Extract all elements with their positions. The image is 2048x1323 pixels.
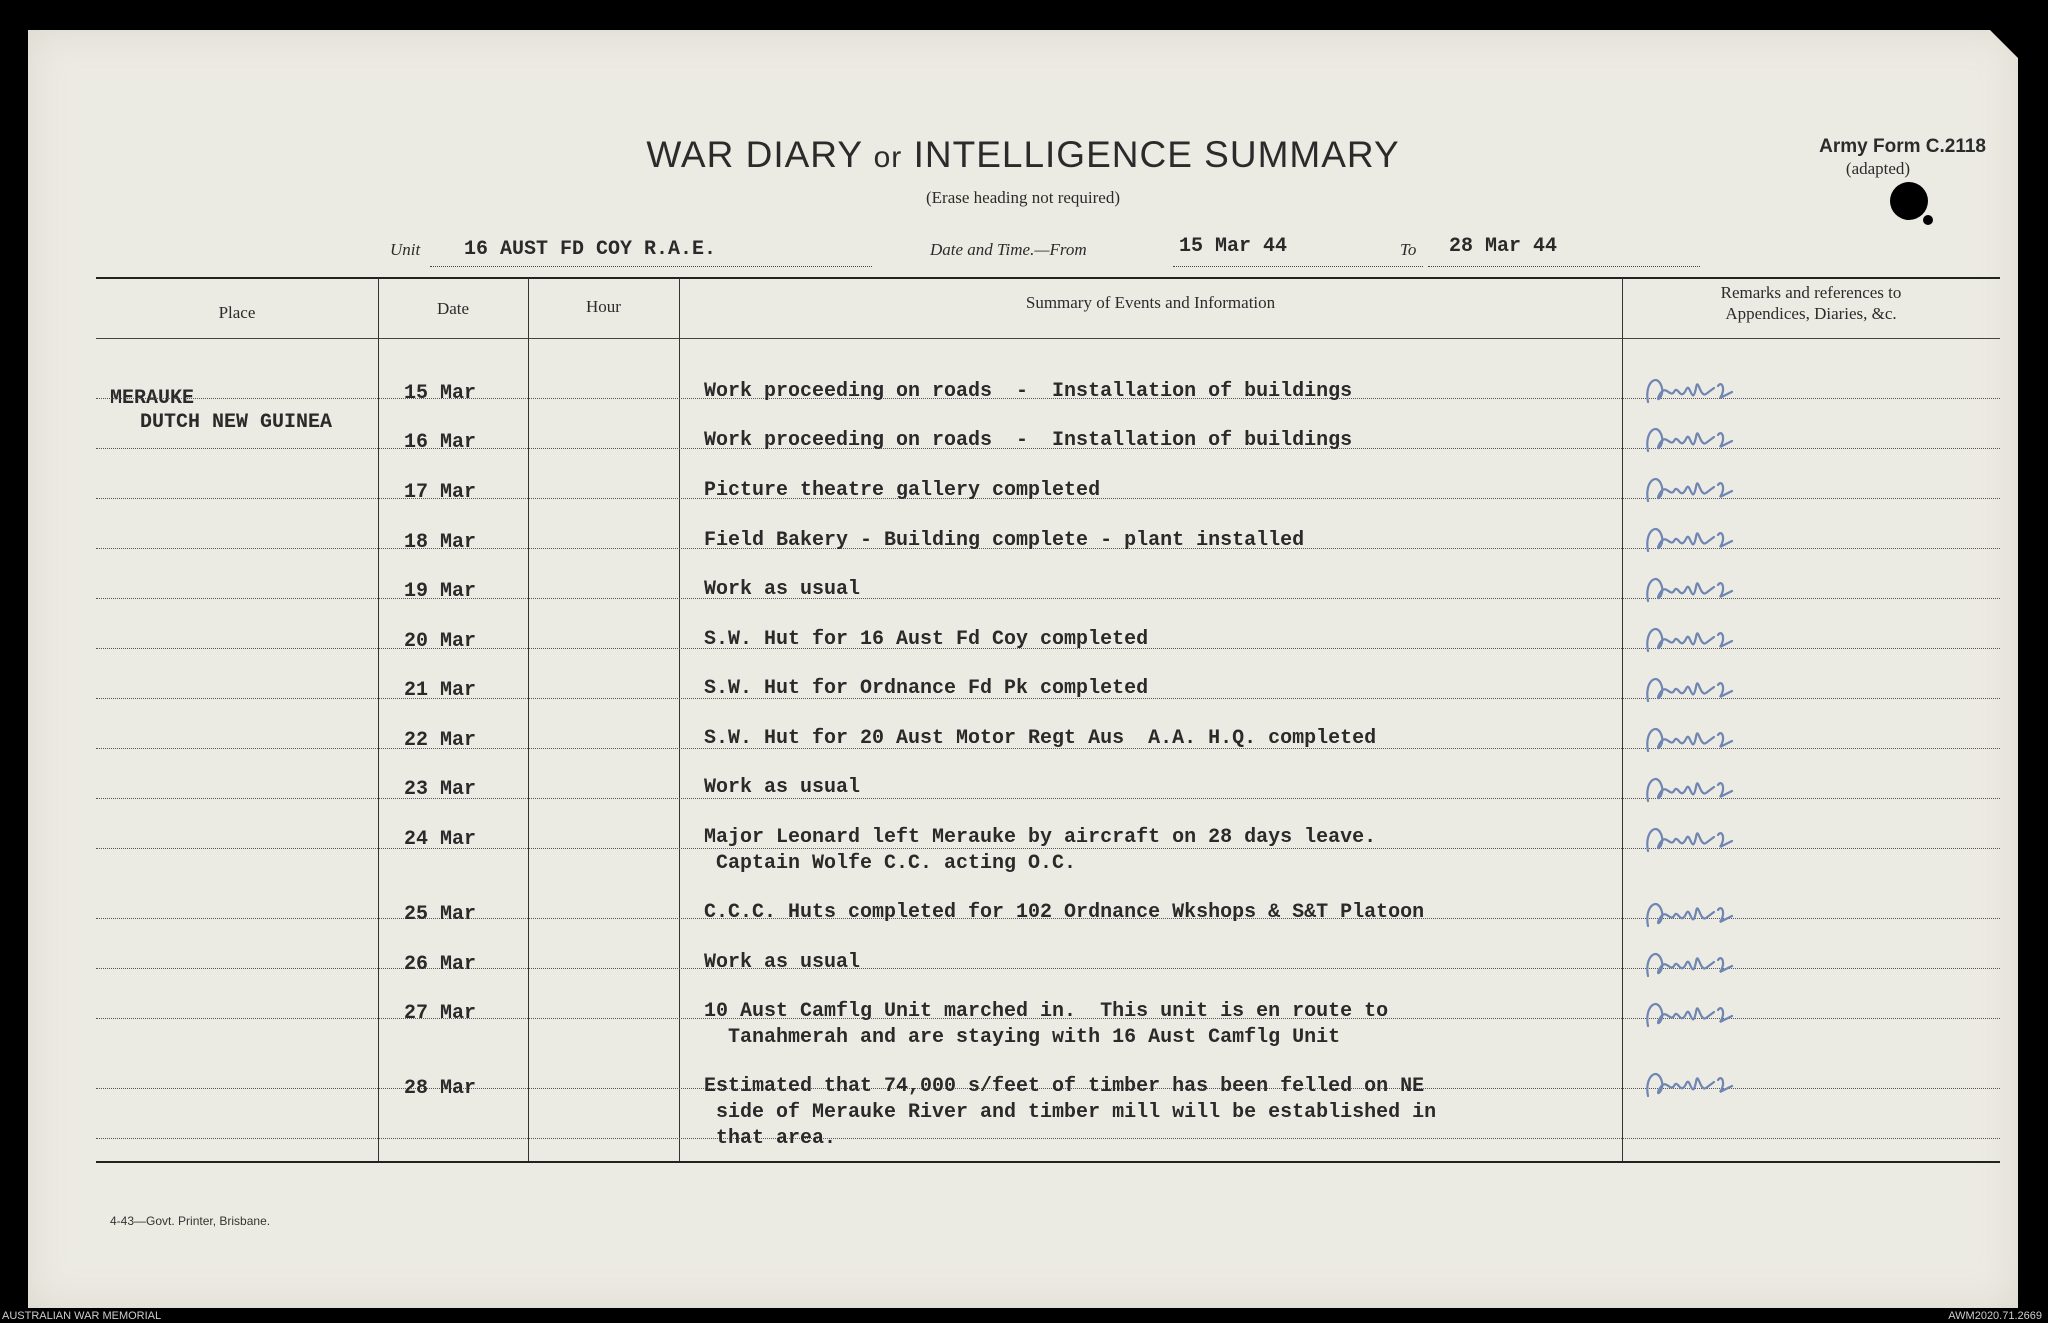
handwritten-initials <box>1640 417 1760 463</box>
row-summary: Work as usual <box>704 951 861 974</box>
place-line-2: DUTCH NEW GUINEA <box>140 411 333 434</box>
row-summary: Field Bakery - Building complete - plant installed <box>704 529 1305 552</box>
row-summary: Work as usual <box>704 578 861 601</box>
punch-hole-small <box>1923 215 1933 225</box>
row-date: 26 Mar <box>404 953 477 976</box>
handwritten-initials <box>1640 717 1760 763</box>
row-date: 19 Mar <box>404 580 477 603</box>
handwritten-initials <box>1640 817 1760 863</box>
punch-hole <box>1890 182 1928 220</box>
table-header-rule <box>96 338 2000 339</box>
handwritten-initials <box>1640 617 1760 663</box>
header-remarks-line-2: Appendices, Diaries, &c. <box>1725 304 1897 323</box>
handwritten-initials <box>1640 767 1760 813</box>
handwritten-initials <box>1640 942 1760 988</box>
handwritten-initials <box>1640 892 1760 938</box>
column-divider-place <box>378 278 379 1161</box>
place-line-1: MERAUKE <box>110 387 195 410</box>
row-summary: Work as usual <box>704 776 861 799</box>
handwritten-initials <box>1640 517 1760 563</box>
handwritten-initials <box>1640 467 1760 513</box>
unit-value: 16 AUST FD COY R.A.E. <box>464 238 717 261</box>
row-date: 28 Mar <box>404 1077 477 1100</box>
handwritten-initials <box>1640 1062 1760 1108</box>
column-divider-summary <box>1622 278 1623 1161</box>
row-date: 25 Mar <box>404 903 477 926</box>
row-summary: C.C.C. Huts completed for 102 Ordnance Wkshops & S&T Platoon <box>704 901 1425 924</box>
printer-note: 4-43—Govt. Printer, Brisbane. <box>110 1214 271 1228</box>
row-date: 16 Mar <box>404 431 477 454</box>
date-from-dotline <box>1173 266 1423 267</box>
header-date: Date <box>436 299 470 318</box>
row-date: 20 Mar <box>404 630 477 653</box>
row-date: 24 Mar <box>404 828 477 851</box>
date-from-value: 15 Mar 44 <box>1179 235 1288 258</box>
footer-left: AUSTRALIAN WAR MEMORIAL <box>2 1310 162 1322</box>
unit-dotline <box>430 266 872 267</box>
title-part-intelligence-summary: INTELLIGENCE SUMMARY <box>913 134 1400 175</box>
row-date: 17 Mar <box>404 481 477 504</box>
date-from-label: Date and Time.—From <box>930 240 1087 259</box>
handwritten-initials <box>1640 992 1760 1038</box>
row-summary: Major Leonard left Merauke by aircraft on 28 days leave. Captain Wolfe C.C. acting O.C. <box>704 826 1377 875</box>
document-title <box>28 134 2018 176</box>
row-summary: Work proceeding on roads - Installation of buildings <box>704 429 1353 452</box>
row-summary: S.W. Hut for 20 Aust Motor Regt Aus A.A. H.Q. completed <box>704 727 1377 750</box>
handwritten-initials <box>1640 368 1760 414</box>
row-summary: Picture theatre gallery completed <box>704 479 1101 502</box>
document-sheet <box>28 30 2018 1308</box>
unit-label: Unit <box>390 240 421 259</box>
title-part-war-diary: WAR DIARY <box>646 134 863 175</box>
header-hour: Hour <box>586 297 621 316</box>
form-number: Army Form C.2118 <box>1819 136 1986 157</box>
date-to-dotline <box>1428 266 1700 267</box>
corner-fold <box>1990 30 2018 58</box>
row-date: 15 Mar <box>404 382 477 405</box>
column-divider-date <box>528 278 529 1161</box>
row-summary: Work proceeding on roads - Installation of buildings <box>704 380 1353 403</box>
table-top-rule <box>96 277 2000 279</box>
row-date: 27 Mar <box>404 1002 477 1025</box>
date-to-value: 28 Mar 44 <box>1449 235 1558 258</box>
row-summary: 10 Aust Camflg Unit marched in. This unit is en route to Tanahmerah and are staying with 16 Aust Camflg Unit <box>704 1000 1389 1049</box>
row-date: 18 Mar <box>404 531 477 554</box>
header-place: Place <box>218 303 256 322</box>
column-divider-hour <box>679 278 680 1161</box>
handwritten-initials <box>1640 567 1760 613</box>
row-summary: Estimated that 74,000 s/feet of timber has been felled on NE side of Merauke River and timber mill will be established in that area. <box>704 1075 1437 1150</box>
title-part-or: or <box>873 141 903 174</box>
row-date: 23 Mar <box>404 778 477 801</box>
header-remarks-line-1: Remarks and references to <box>1720 283 1902 302</box>
footer-right: AWM2020.71.2669 <box>1948 1310 2042 1322</box>
row-date: 21 Mar <box>404 679 477 702</box>
document-subtitle: (Erase heading not required) <box>926 188 1120 207</box>
handwritten-initials <box>1640 667 1760 713</box>
table-bottom-rule <box>96 1161 2000 1163</box>
row-summary: S.W. Hut for 16 Aust Fd Coy completed <box>704 628 1149 651</box>
row-date: 22 Mar <box>404 729 477 752</box>
row-summary: S.W. Hut for Ordnance Fd Pk completed <box>704 677 1149 700</box>
form-sub-label: (adapted) <box>1845 159 1911 178</box>
header-summary: Summary of Events and Information <box>1025 293 1276 312</box>
header-remarks <box>1622 282 2000 324</box>
date-to-label: To <box>1400 240 1417 259</box>
